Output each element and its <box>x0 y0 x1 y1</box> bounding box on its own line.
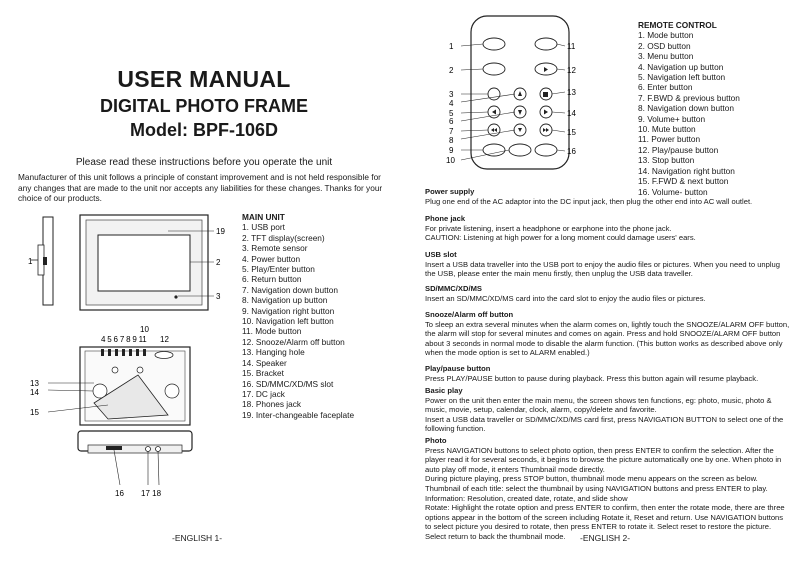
remote-control-diagram <box>445 14 635 172</box>
section-body: For private listening, insert a headphone or earphone into the phone jack. CAUTION: Listening at high power for a long moment could damage users' ears. <box>425 223 696 243</box>
list-item: 1. USB port <box>242 222 285 233</box>
section-heading: Power supply <box>425 187 475 196</box>
main-unit-heading: MAIN UNIT <box>242 212 285 222</box>
remote-label-12: 12 <box>567 66 576 75</box>
section-body: Press NAVIGATION buttons to select photo option, then press ENTER to confirm the selection. After the player read it for several seconds, it begins to browse the picture automatically one by one. When photo in auto play off mode, it enters Thumbnail mode directly. During picture playing, press STOP button, thumbnail mode menu appears on the screen as below. Thumbnail of each title: select the thumbnail by using NAVIGATION buttons and press ENTER to play. Information: Resolution, created date, rotate, and slide show Rotate: Highlight the rotate option and press ENTER to confirm, then enter the rotate mode, there are three options appear in the bottom of the screen including Rotate it, Reset and return. Use NAVIGATION buttons to select picture you desired to rotate, then press ENTER to rotate it. Select reset to restore the picture. Select return to back the thumbnail mode. <box>425 445 785 541</box>
label-top-10: 10 <box>140 325 149 334</box>
remote-label-4: 4 <box>449 99 454 108</box>
list-item: 2. OSD button <box>638 40 691 51</box>
list-item: 12. Play/pause button <box>638 144 719 155</box>
list-item: 10. Navigation left button <box>242 316 334 327</box>
product-subtitle: DIGITAL PHOTO FRAME <box>99 96 308 116</box>
remote-label-9: 9 <box>449 146 454 155</box>
list-item: 4. Navigation up button <box>638 61 724 72</box>
label-back-15: 15 <box>30 408 39 417</box>
section-heading: Phone jack <box>425 214 466 223</box>
list-item: 3. Menu button <box>638 51 694 62</box>
label-front-3: 3 <box>216 292 221 301</box>
remote-control-list <box>638 30 803 197</box>
label-front-2: 2 <box>216 258 221 267</box>
section-heading: SD/MMC/XD/MS <box>425 284 482 293</box>
front-view-drawing <box>80 215 214 310</box>
section-body: Insert a USB data traveller into the USB port to enjoy the audio files or pictures. When you need to unplug the USB, please enter the main menu firstly, then unplug the USB data traveller. <box>425 259 781 279</box>
section-phone-jack <box>425 214 791 243</box>
label-top-row: 4 5 6 7 8 9 11 <box>101 335 147 344</box>
section-card-slot <box>425 284 791 303</box>
main-unit-diagram <box>28 205 238 505</box>
label-bottom-16: 16 <box>115 489 124 498</box>
section-body: Power on the unit then enter the main menu, the screen shows ten functions, eg: photo, music, photo & music, movie, setup, calendar, clock, alarm, copy/delete and favorite. Insert a USB data traveller or SD/MMC/XD/MS card first, press NAVIGATION BUTTON to select one of the following function. <box>425 395 784 434</box>
list-item: 12. Snooze/Alarm off button <box>242 336 345 347</box>
label-back-13: 13 <box>30 379 39 388</box>
section-snooze-alarm <box>425 310 791 358</box>
back-view-drawing <box>48 347 190 425</box>
list-item: 1. Mode button <box>638 30 694 41</box>
list-item: 2. TFT display(screen) <box>242 232 325 243</box>
label-top-12: 12 <box>160 335 169 344</box>
remote-label-3: 3 <box>449 90 454 99</box>
remote-control-heading: REMOTE CONTROL <box>638 20 717 30</box>
list-item: 14. Navigation right button <box>638 165 735 176</box>
disclaimer-paragraph: Manufacturer of this unit follows a principle of constant improvement and is not held responsible for any changes that are made to the unit nor accepts any liabilities for these changes. Thanks for your choice of our products. <box>18 172 383 203</box>
remote-label-13: 13 <box>567 88 576 97</box>
list-item: 5. Play/Enter button <box>242 264 315 275</box>
section-power-supply <box>425 187 791 206</box>
section-photo <box>425 436 791 542</box>
list-item: 16. Volume- button <box>638 186 708 197</box>
list-item: 16. SD/MMC/XD/MS slot <box>242 378 334 389</box>
remote-label-2: 2 <box>449 66 454 75</box>
section-body: Insert an SD/MMC/XD/MS card into the card slot to enjoy the audio files or pictures. <box>425 293 706 303</box>
label-side-1: 1 <box>28 257 33 266</box>
list-item: 8. Navigation down button <box>638 103 734 114</box>
remote-control-section <box>638 20 803 197</box>
list-item: 4. Power button <box>242 253 301 264</box>
model-name: Model: BPF-106D <box>129 120 279 140</box>
remote-label-5: 5 <box>449 109 454 118</box>
list-item: 6. Enter button <box>638 82 693 93</box>
list-item: 3. Remote sensor <box>242 243 308 254</box>
list-item: 9. Navigation right button <box>242 305 335 316</box>
remote-label-1: 1 <box>449 42 454 51</box>
list-item: 19. Inter-changeable faceplate <box>242 409 355 420</box>
remote-label-16: 16 <box>567 147 576 156</box>
section-usb-slot <box>425 250 791 279</box>
remote-label-11: 11 <box>567 42 576 51</box>
list-item: 5. Navigation left button <box>638 72 726 83</box>
remote-label-14: 14 <box>567 109 576 118</box>
remote-label-15: 15 <box>567 128 576 137</box>
page-footer-1: -ENGLISH 1- <box>172 533 223 543</box>
list-item: 11. Power button <box>638 134 701 145</box>
remote-label-8: 8 <box>449 136 454 145</box>
list-item: 15. Bracket <box>242 368 284 379</box>
list-item: 6. Return button <box>242 274 302 285</box>
list-item: 13. Stop button <box>638 155 695 166</box>
remote-label-6: 6 <box>449 117 454 126</box>
section-body: To sleep an extra several minutes when the alarm comes on, lightly touch the SNOOZE/ALARM OFF button, the alarm will stop for several minutes and comes on again. Press and hold SNOOZE/ALARM OFF button about 3 seconds in normal mode to disable the alarm function. (This button works as described above only when the mode option is set to ALARM enabled.) <box>425 319 790 358</box>
section-heading: Photo <box>425 436 447 445</box>
side-view-drawing <box>31 217 53 305</box>
list-item: 9. Volume+ button <box>638 113 706 124</box>
section-heading: Basic play <box>425 386 463 395</box>
section-body: Plug one end of the AC adaptor into the DC input jack, then plug the other end into AC wall outlet. <box>425 196 753 206</box>
list-item: 8. Navigation up button <box>242 295 328 306</box>
list-item: 13. Hanging hole <box>242 347 305 358</box>
main-unit-section <box>242 212 402 420</box>
section-play-pause <box>425 364 791 383</box>
label-back-14: 14 <box>30 388 39 397</box>
list-item: 11. Mode button <box>242 326 302 337</box>
page-footer-2: -ENGLISH 2- <box>580 533 631 543</box>
list-item: 18. Phones jack <box>242 399 302 410</box>
section-heading: Play/pause button <box>425 364 491 373</box>
label-front-19: 19 <box>216 227 225 236</box>
list-item: 15. F.FWD & next button <box>638 176 729 187</box>
bottom-view-drawing <box>78 431 192 485</box>
section-heading: USB slot <box>425 250 457 259</box>
manual-title: USER MANUAL <box>117 66 291 92</box>
remote-label-7: 7 <box>449 127 454 136</box>
section-basic-play <box>425 386 791 434</box>
section-heading: Snooze/Alarm off button <box>425 310 514 319</box>
list-item: 14. Speaker <box>242 357 287 368</box>
list-item: 7. F.BWD & previous button <box>638 92 740 103</box>
label-bottom-17-18: 17 18 <box>141 489 162 498</box>
list-item: 17. DC jack <box>242 388 285 399</box>
main-unit-list <box>242 222 402 420</box>
list-item: 7. Navigation down button <box>242 284 338 295</box>
list-item: 10. Mute button <box>638 124 696 135</box>
section-body: Press PLAY/PAUSE button to pause during playback. Press this button again will resume playback. <box>425 373 759 383</box>
instruction-line: Please read these instructions before you operate the unit <box>75 157 333 168</box>
remote-label-10: 10 <box>446 156 455 165</box>
